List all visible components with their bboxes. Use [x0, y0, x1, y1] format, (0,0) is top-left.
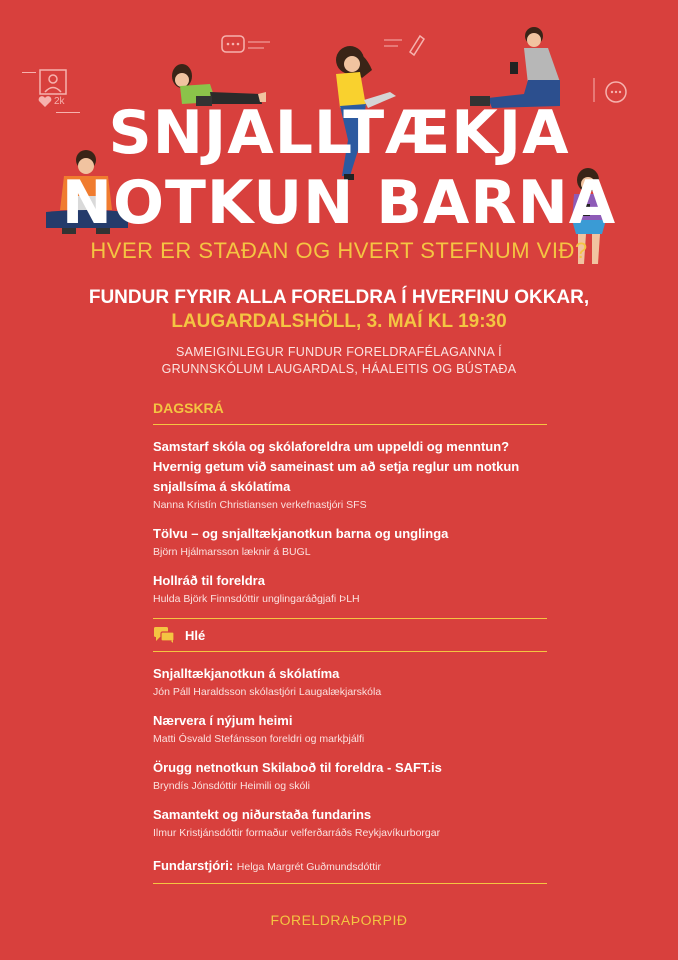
- chair-label: Fundarstjóri:: [153, 858, 234, 873]
- meeting-info: [0, 286, 678, 334]
- headline-line2: NOTKUN BARNA: [61, 168, 617, 238]
- agenda-item-speaker: Nanna Kristín Christiansen verkefnastjóri SFS: [153, 499, 367, 511]
- agenda-item-speaker: Hulda Björk Finnsdóttir unglingaráðgjafi ÞLH: [153, 593, 360, 605]
- agenda-item-title: snjallsíma á skólatíma: [153, 479, 291, 494]
- host-line1: SAMEIGINLEGUR FUNDUR FORELDRAFÉLAGANNA Í: [176, 345, 502, 359]
- agenda-item-title: Snjalltækjanotkun á skólatíma: [153, 666, 340, 681]
- meeting-chair: [153, 858, 547, 884]
- agenda-item-title: Samantekt og niðurstaða fundarins: [153, 807, 372, 822]
- subtitle: HVER ER STAÐAN OG HVERT STEFNUM VIÐ?: [90, 238, 588, 263]
- agenda-item: [153, 664, 547, 699]
- agenda-item-title: Örugg netnotkun Skilaboð til foreldra - SAFT.is: [153, 760, 442, 775]
- agenda-item-speaker: Björn Hjálmarsson læknir á BUGL: [153, 546, 311, 558]
- agenda-item-title: Hollráð til foreldra: [153, 573, 265, 588]
- meeting-line1: FUNDUR FYRIR ALLA FORELDRA Í HVERFINU OKKAR,: [88, 287, 590, 308]
- chat-icon: [153, 626, 175, 644]
- host-line2: GRUNNSKÓLUM LAUGARDALS, HÁALEITIS OG BÚSTAÐA: [161, 362, 517, 376]
- agenda-item-title: Hvernig getum við sameinast um að setja reglur um notkun: [153, 459, 520, 474]
- agenda-item-speaker: Ilmur Kristjánsdóttir formaður velferðarráðs Reykjavíkurborgar: [153, 827, 441, 839]
- headline-line1: SNJALLTÆKJA: [108, 98, 570, 168]
- agenda-item-speaker: Bryndís Jónsdóttir Heimili og skóli: [153, 780, 310, 792]
- break-row: [153, 619, 547, 652]
- agenda-item: [153, 805, 547, 840]
- agenda-item: [153, 524, 547, 559]
- agenda-item-speaker: Jón Páll Haraldsson skólastjóri Laugalækjarskóla: [153, 686, 382, 698]
- agenda-item-speaker: Matti Ósvald Stefánsson foreldri og markþjálfi: [153, 733, 365, 745]
- break-label: Hlé: [185, 627, 206, 643]
- agenda-item-title: Tölvu – og snjalltækjanotkun barna og unglinga: [153, 526, 449, 541]
- chair-name: Helga Margrét Guðmundsdóttir: [236, 861, 381, 873]
- agenda-item: [153, 571, 547, 619]
- decor-line: [22, 72, 36, 73]
- meeting-line2: LAUGARDALSHÖLL, 3. MAÍ KL 19:30: [171, 311, 507, 332]
- agenda-item-title: Samstarf skóla og skólaforeldra um uppeldi og menntun?: [153, 439, 510, 454]
- footer-organization: FORELDRAÞORPIÐ: [270, 912, 408, 928]
- chat-bubble-icon: [220, 34, 280, 60]
- agenda-item: [153, 437, 547, 512]
- agenda: [153, 400, 547, 884]
- agenda-item: [153, 711, 547, 746]
- agenda-item-title: Nærvera í nýjum heimi: [153, 713, 293, 728]
- agenda-heading: DAGSKRÁ: [153, 400, 547, 425]
- host-info: [0, 344, 678, 378]
- agenda-item: [153, 758, 547, 793]
- social-count: 2k: [54, 96, 65, 107]
